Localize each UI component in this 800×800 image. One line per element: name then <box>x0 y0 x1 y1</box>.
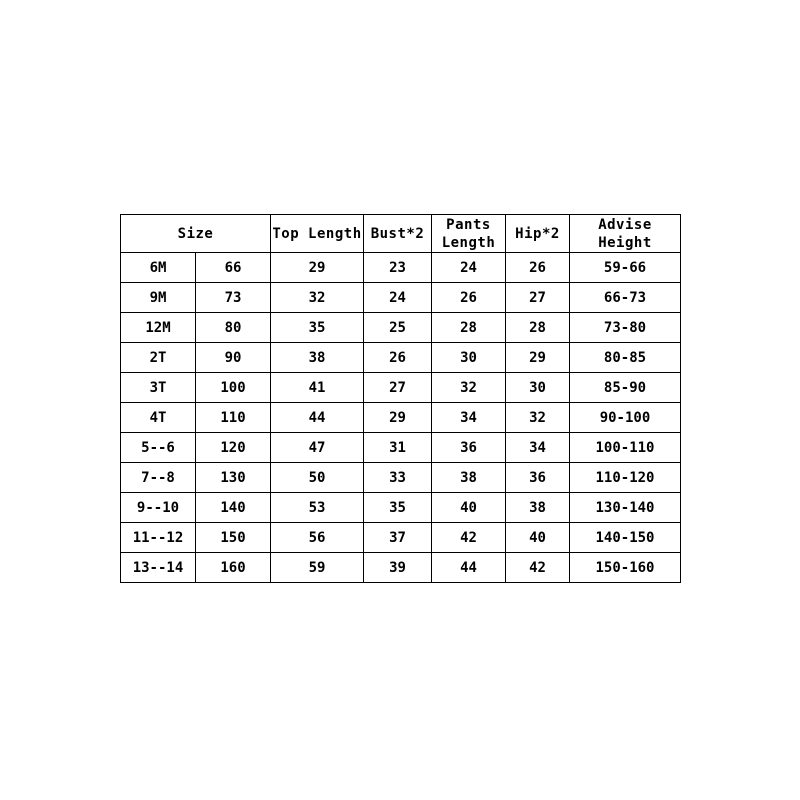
cell-bust: 35 <box>364 493 432 523</box>
cell-size: 9--10 <box>121 493 196 523</box>
cell-hip: 36 <box>506 463 570 493</box>
table-row <box>121 553 681 583</box>
cell-pants-length: 30 <box>432 343 506 373</box>
size-chart-table <box>120 214 681 583</box>
cell-size: 6M <box>121 253 196 283</box>
cell-size-cm: 73 <box>196 283 271 313</box>
cell-pants-length: 40 <box>432 493 506 523</box>
header-pants-length-line2: Length <box>441 234 496 251</box>
cell-hip: 29 <box>506 343 570 373</box>
cell-pants-length: 44 <box>432 553 506 583</box>
cell-advise-height: 90-100 <box>570 403 681 433</box>
cell-pants-length: 28 <box>432 313 506 343</box>
cell-bust: 26 <box>364 343 432 373</box>
table-row <box>121 493 681 523</box>
table-body <box>121 253 681 583</box>
cell-size-cm: 110 <box>196 403 271 433</box>
cell-size: 11--12 <box>121 523 196 553</box>
cell-size-cm: 140 <box>196 493 271 523</box>
cell-size: 9M <box>121 283 196 313</box>
cell-advise-height: 140-150 <box>570 523 681 553</box>
header-bust <box>364 215 432 253</box>
cell-size-cm: 80 <box>196 313 271 343</box>
cell-size: 4T <box>121 403 196 433</box>
header-advise-height-line2: Height <box>598 234 652 251</box>
cell-top-length: 38 <box>271 343 364 373</box>
table-row <box>121 313 681 343</box>
cell-pants-length: 38 <box>432 463 506 493</box>
cell-bust: 39 <box>364 553 432 583</box>
cell-size: 13--14 <box>121 553 196 583</box>
cell-advise-height: 100-110 <box>570 433 681 463</box>
cell-size-cm: 160 <box>196 553 271 583</box>
cell-top-length: 56 <box>271 523 364 553</box>
table-row <box>121 343 681 373</box>
table-row <box>121 283 681 313</box>
cell-bust: 29 <box>364 403 432 433</box>
cell-hip: 42 <box>506 553 570 583</box>
cell-pants-length: 42 <box>432 523 506 553</box>
cell-pants-length: 34 <box>432 403 506 433</box>
cell-advise-height: 59-66 <box>570 253 681 283</box>
cell-pants-length: 32 <box>432 373 506 403</box>
cell-advise-height: 66-73 <box>570 283 681 313</box>
cell-pants-length: 24 <box>432 253 506 283</box>
cell-hip: 30 <box>506 373 570 403</box>
cell-bust: 31 <box>364 433 432 463</box>
cell-top-length: 47 <box>271 433 364 463</box>
cell-hip: 28 <box>506 313 570 343</box>
cell-top-length: 50 <box>271 463 364 493</box>
header-size <box>121 215 271 253</box>
cell-advise-height: 85-90 <box>570 373 681 403</box>
cell-top-length: 29 <box>271 253 364 283</box>
cell-top-length: 35 <box>271 313 364 343</box>
cell-size-cm: 130 <box>196 463 271 493</box>
cell-pants-length: 26 <box>432 283 506 313</box>
cell-top-length: 59 <box>271 553 364 583</box>
table-row <box>121 433 681 463</box>
header-pants-length <box>432 215 506 253</box>
cell-size-cm: 120 <box>196 433 271 463</box>
cell-size-cm: 100 <box>196 373 271 403</box>
cell-size-cm: 90 <box>196 343 271 373</box>
header-top-length <box>271 215 364 253</box>
cell-size-cm: 66 <box>196 253 271 283</box>
cell-bust: 33 <box>364 463 432 493</box>
cell-bust: 25 <box>364 313 432 343</box>
cell-bust: 27 <box>364 373 432 403</box>
header-hip-label: Hip*2 <box>515 225 560 242</box>
cell-hip: 26 <box>506 253 570 283</box>
header-advise-height <box>570 215 681 253</box>
header-advise-height-line1: Advise <box>598 216 652 233</box>
cell-hip: 32 <box>506 403 570 433</box>
cell-top-length: 32 <box>271 283 364 313</box>
cell-advise-height: 73-80 <box>570 313 681 343</box>
cell-hip: 34 <box>506 433 570 463</box>
cell-size: 2T <box>121 343 196 373</box>
cell-advise-height: 130-140 <box>570 493 681 523</box>
table-header-row <box>121 215 681 253</box>
cell-top-length: 41 <box>271 373 364 403</box>
header-pants-length-line1: Pants <box>446 216 491 233</box>
cell-hip: 38 <box>506 493 570 523</box>
cell-hip: 27 <box>506 283 570 313</box>
cell-bust: 23 <box>364 253 432 283</box>
table-row <box>121 253 681 283</box>
cell-size: 5--6 <box>121 433 196 463</box>
header-bust-label: Bust*2 <box>370 225 425 242</box>
cell-advise-height: 150-160 <box>570 553 681 583</box>
header-hip <box>506 215 570 253</box>
cell-advise-height: 110-120 <box>570 463 681 493</box>
table-row <box>121 463 681 493</box>
cell-top-length: 44 <box>271 403 364 433</box>
table-row <box>121 403 681 433</box>
cell-size: 7--8 <box>121 463 196 493</box>
table-row <box>121 523 681 553</box>
cell-bust: 24 <box>364 283 432 313</box>
cell-advise-height: 80-85 <box>570 343 681 373</box>
cell-size: 12M <box>121 313 196 343</box>
cell-hip: 40 <box>506 523 570 553</box>
table-row <box>121 373 681 403</box>
cell-size: 3T <box>121 373 196 403</box>
header-top-length-label: Top Length <box>272 225 362 242</box>
cell-size-cm: 150 <box>196 523 271 553</box>
header-size-label: Size <box>177 225 214 242</box>
cell-top-length: 53 <box>271 493 364 523</box>
cell-pants-length: 36 <box>432 433 506 463</box>
cell-bust: 37 <box>364 523 432 553</box>
